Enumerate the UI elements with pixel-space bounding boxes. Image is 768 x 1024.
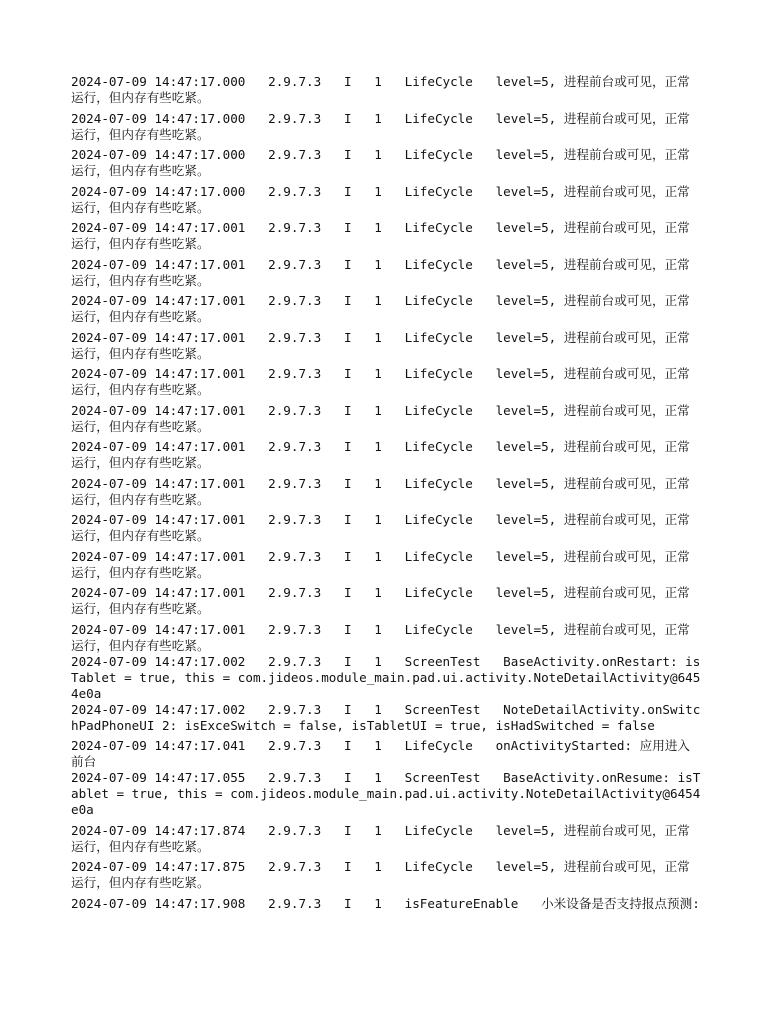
log-entry: 2024-07-09 14:47:17.908 2.9.7.3 I 1 isFeatureEnable 小米设备是否支持报点预测:	[71, 895, 700, 911]
log-entry: 2024-07-09 14:47:17.001 2.9.7.3 I 1 LifeCycle level=5, 进程前台或可见，正常运行，但内存有些吃紧。	[71, 439, 690, 470]
log-entry: 2024-07-09 14:47:17.000 2.9.7.3 I 1 LifeCycle level=5, 进程前台或可见，正常运行，但内存有些吃紧。	[71, 147, 690, 178]
log-entry: 2024-07-09 14:47:17.001 2.9.7.3 I 1 LifeCycle level=5, 进程前台或可见，正常运行，但内存有些吃紧。	[71, 366, 690, 397]
log-entry: 2024-07-09 14:47:17.001 2.9.7.3 I 1 LifeCycle level=5, 进程前台或可见，正常运行，但内存有些吃紧。	[71, 585, 690, 616]
log-document	[71, 74, 701, 912]
log-entry: 2024-07-09 14:47:17.001 2.9.7.3 I 1 LifeCycle level=5, 进程前台或可见，正常运行，但内存有些吃紧。	[71, 256, 690, 288]
log-entry: 2024-07-09 14:47:17.001 2.9.7.3 I 1 LifeCycle level=5, 进程前台或可见，正常运行，但内存有些吃紧。	[71, 475, 690, 507]
log-entry: 2024-07-09 14:47:17.001 2.9.7.3 I 1 LifeCycle level=5, 进程前台或可见，正常运行，但内存有些吃紧。	[71, 548, 690, 580]
log-entry: 2024-07-09 14:47:17.001 2.9.7.3 I 1 LifeCycle level=5, 进程前台或可见，正常运行，但内存有些吃紧。	[71, 402, 690, 434]
log-entry: 2024-07-09 14:47:17.001 2.9.7.3 I 1 LifeCycle level=5, 进程前台或可见，正常运行，但内存有些吃紧。	[71, 220, 690, 251]
log-entry: 2024-07-09 14:47:17.874 2.9.7.3 I 1 LifeCycle level=5, 进程前台或可见，正常运行，但内存有些吃紧。	[71, 822, 690, 854]
log-entry: 2024-07-09 14:47:17.001 2.9.7.3 I 1 LifeCycle level=5, 进程前台或可见，正常运行，但内存有些吃紧。	[71, 621, 690, 653]
log-entry: 2024-07-09 14:47:17.041 2.9.7.3 I 1 LifeCycle onActivityStarted: 应用进入前台	[71, 738, 691, 769]
log-entry: 2024-07-09 14:47:17.001 2.9.7.3 I 1 LifeCycle level=5, 进程前台或可见，正常运行，但内存有些吃紧。	[71, 329, 690, 361]
log-entry: 2024-07-09 14:47:17.000 2.9.7.3 I 1 LifeCycle level=5, 进程前台或可见，正常运行，但内存有些吃紧。	[71, 183, 690, 215]
log-entry: 2024-07-09 14:47:17.002 2.9.7.3 I 1 ScreenTest BaseActivity.onRestart: isTablet = true, this = com.jideos.module_main.pad.ui.activity.NoteDetailActivity@6454e0a	[71, 653, 701, 701]
log-entry: 2024-07-09 14:47:17.002 2.9.7.3 I 1 ScreenTest NoteDetailActivity.onSwitchPadPhoneUI 2: isExceSwitch = false, isTabletUI = true, isHadSwitched = false	[71, 701, 701, 733]
log-entry: 2024-07-09 14:47:17.000 2.9.7.3 I 1 LifeCycle level=5, 进程前台或可见，正常运行，但内存有些吃紧。	[71, 110, 690, 142]
log-entry: 2024-07-09 14:47:17.001 2.9.7.3 I 1 LifeCycle level=5, 进程前台或可见，正常运行，但内存有些吃紧。	[71, 512, 690, 543]
log-entry: 2024-07-09 14:47:17.001 2.9.7.3 I 1 LifeCycle level=5, 进程前台或可见，正常运行，但内存有些吃紧。	[71, 293, 690, 324]
log-entry: 2024-07-09 14:47:17.875 2.9.7.3 I 1 LifeCycle level=5, 进程前台或可见，正常运行，但内存有些吃紧。	[71, 859, 690, 890]
log-entry: 2024-07-09 14:47:17.000 2.9.7.3 I 1 LifeCycle level=5, 进程前台或可见，正常运行，但内存有些吃紧。	[71, 74, 690, 105]
log-entry: 2024-07-09 14:47:17.055 2.9.7.3 I 1 ScreenTest BaseActivity.onResume: isTablet = true, this = com.jideos.module_main.pad.ui.activity.NoteDetailActivity@6454e0a	[71, 770, 701, 817]
